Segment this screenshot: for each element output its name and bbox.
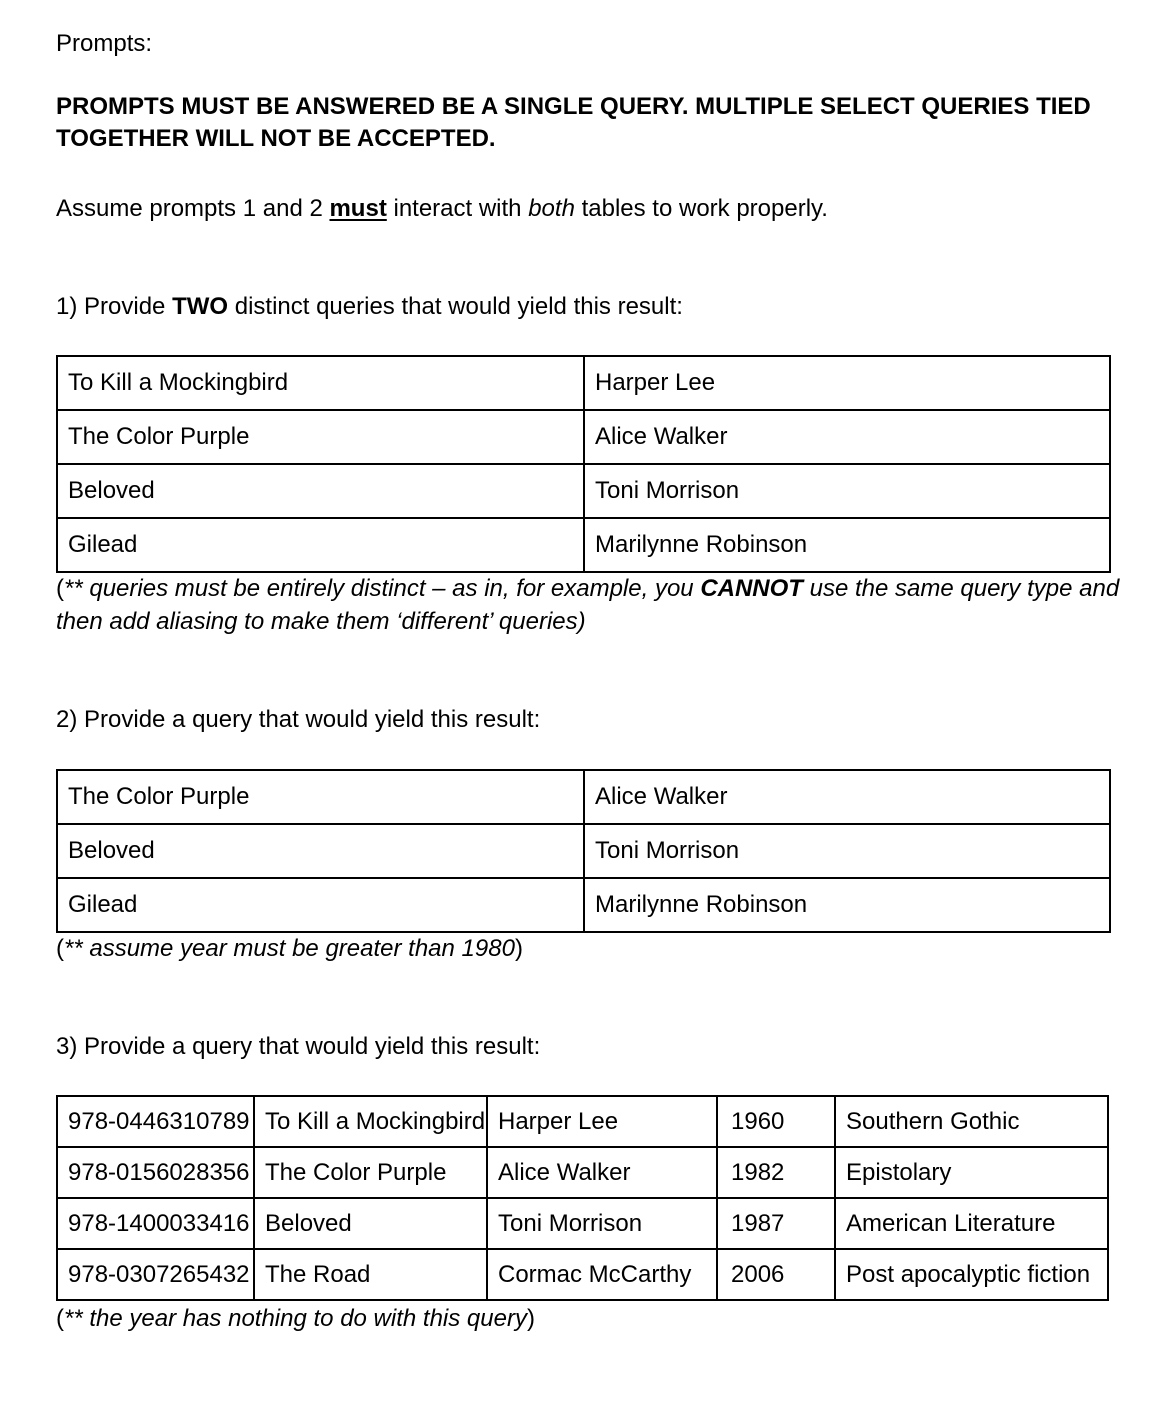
prompt2-note-close: )	[514, 935, 523, 962]
table-cell-isbn: 978-1400033416	[57, 1198, 254, 1249]
table-cell-author: Cormac McCarthy	[487, 1249, 717, 1300]
prompt2-note-body: ** assume year must be greater than 1980	[64, 935, 515, 962]
assumption-part3: tables to work properly.	[574, 195, 828, 222]
table-row	[57, 356, 1110, 410]
table-cell-title: To Kill a Mockingbird	[254, 1096, 487, 1147]
prompt1-note-part2: use the same query type and then add aliasing to make them ‘different’ queries)	[56, 575, 1120, 635]
prompt3-note-close: )	[526, 1305, 535, 1332]
prompt1-bold: TWO	[172, 293, 229, 320]
table-cell-title: Beloved	[254, 1198, 487, 1249]
assumption-part2: interact with	[386, 195, 529, 222]
table-cell-isbn: 978-0446310789	[57, 1096, 254, 1147]
prompt2-result-table	[56, 769, 1111, 933]
prompt1-label	[56, 293, 683, 321]
table-cell-genre: Epistolary	[835, 1147, 1108, 1198]
table-cell-title: The Color Purple	[57, 770, 584, 824]
table-cell-author: Alice Walker	[584, 770, 1110, 824]
assumption-emphasis: must	[329, 195, 387, 222]
table-cell-author: Alice Walker	[584, 410, 1110, 464]
assumption-italic: both	[528, 195, 575, 222]
table-cell-year: 1987	[717, 1198, 835, 1249]
table-cell-isbn: 978-0156028356	[57, 1147, 254, 1198]
table-cell-title: The Color Purple	[57, 410, 584, 464]
prompt2-label: 2) Provide a query that would yield this result:	[56, 706, 541, 733]
prompt1-result-table	[56, 355, 1111, 573]
table-cell-genre: Post apocalyptic fiction	[835, 1249, 1108, 1300]
prompt1-note-bold: CANNOT	[700, 575, 803, 602]
table-row	[57, 1249, 1108, 1300]
prompt3-result-table	[56, 1095, 1109, 1301]
table-row	[57, 410, 1110, 464]
prompt2-note-open: (	[56, 935, 64, 962]
table-row	[57, 1147, 1108, 1198]
prompt1-note	[56, 572, 1136, 638]
prompt1-note-open: (	[56, 575, 64, 602]
table-cell-title: Gilead	[57, 518, 584, 572]
prompt2-note	[56, 932, 1136, 965]
table-cell-author: Harper Lee	[487, 1096, 717, 1147]
table-cell-year: 1982	[717, 1147, 835, 1198]
prompt1-note-part1: ** queries must be entirely distinct – as in, for example, you	[64, 575, 701, 602]
prompt3-note-open: (	[56, 1305, 64, 1332]
table-cell-genre: American Literature	[835, 1198, 1108, 1249]
table-row	[57, 1096, 1108, 1147]
table-cell-title: Gilead	[57, 878, 584, 932]
table-cell-genre: Southern Gothic	[835, 1096, 1108, 1147]
page-heading: Prompts:	[56, 30, 153, 57]
table-row	[57, 878, 1110, 932]
table-cell-author: Toni Morrison	[584, 464, 1110, 518]
warning-text: PROMPTS MUST BE ANSWERED BE A SINGLE QUERY. MULTIPLE SELECT QUERIES TIED TOGETHER WILL NOT BE ACCEPTED.	[56, 93, 1091, 152]
table-cell-isbn: 978-0307265432	[57, 1249, 254, 1300]
table-cell-title: The Color Purple	[254, 1147, 487, 1198]
assumption-part1: Assume prompts 1 and 2	[56, 195, 330, 222]
table-cell-title: Beloved	[57, 824, 584, 878]
prompt3-note	[56, 1302, 1136, 1335]
table-cell-title: Beloved	[57, 464, 584, 518]
table-cell-author: Toni Morrison	[487, 1198, 717, 1249]
table-row	[57, 824, 1110, 878]
assumption-text	[56, 195, 828, 223]
prompt3-label: 3) Provide a query that would yield this result:	[56, 1033, 541, 1060]
table-cell-title: The Road	[254, 1249, 487, 1300]
table-cell-author: Alice Walker	[487, 1147, 717, 1198]
table-row	[57, 1198, 1108, 1249]
table-cell-year: 2006	[717, 1249, 835, 1300]
table-row	[57, 464, 1110, 518]
table-cell-author: Toni Morrison	[584, 824, 1110, 878]
prompt3-note-body: ** the year has nothing to do with this query	[64, 1305, 527, 1332]
prompt1-prefix: 1) Provide	[56, 293, 173, 320]
table-cell-author: Harper Lee	[584, 356, 1110, 410]
table-row	[57, 518, 1110, 572]
table-cell-title: To Kill a Mockingbird	[57, 356, 584, 410]
table-cell-author: Marilynne Robinson	[584, 878, 1110, 932]
table-cell-author: Marilynne Robinson	[584, 518, 1110, 572]
table-row	[57, 770, 1110, 824]
prompt1-suffix: distinct queries that would yield this result:	[228, 293, 683, 320]
table-cell-year: 1960	[717, 1096, 835, 1147]
